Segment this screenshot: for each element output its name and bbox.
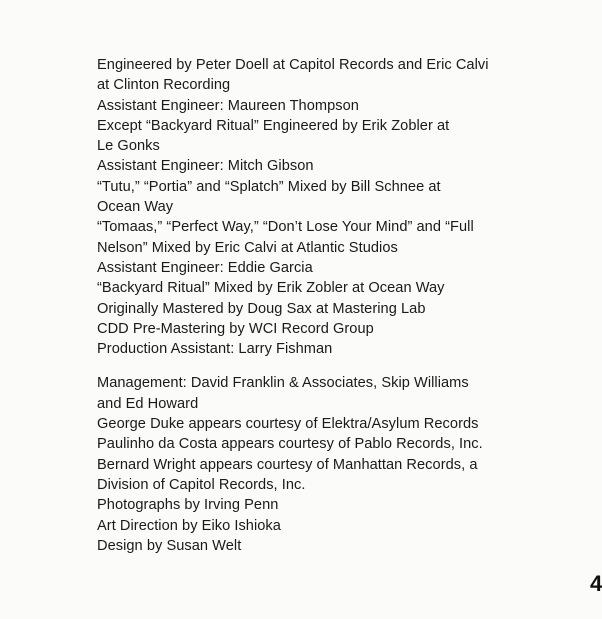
- credit-line: Assistant Engineer: Mitch Gibson: [97, 158, 314, 175]
- credit-line: and Ed Howard: [97, 395, 199, 412]
- credit-line: at Clinton Recording: [97, 77, 231, 94]
- page-number: 4: [590, 571, 602, 596]
- credit-line: Assistant Engineer: Maureen Thompson: [97, 97, 359, 114]
- credit-line: “Tutu,” “Portia” and “Splatch” Mixed by Bill Schnee at: [97, 178, 441, 195]
- credit-line: Management: David Franklin & Associates, Skip Williams: [97, 375, 469, 392]
- credit-line: Nelson” Mixed by Eric Calvi at Atlantic Studios: [97, 239, 398, 256]
- section-divider: [97, 359, 567, 373]
- credit-line: Design by Susan Welt: [97, 537, 242, 554]
- credit-line: Bernard Wright appears courtesy of Manhattan Records, a: [97, 456, 478, 473]
- credit-line: Production Assistant: Larry Fishman: [97, 341, 333, 358]
- credit-line: Art Direction by Eiko Ishioka: [97, 517, 281, 534]
- credits-section-management: [97, 373, 567, 556]
- credit-line: Division of Capitol Records, Inc.: [97, 476, 306, 493]
- credit-line: CDD Pre-Mastering by WCI Record Group: [97, 320, 374, 337]
- credit-line: Ocean Way: [97, 199, 174, 216]
- credit-line: Engineered by Peter Doell at Capitol Records and Eric Calvi: [97, 57, 489, 73]
- credit-line: “Backyard Ritual” Mixed by Erik Zobler at Ocean Way: [97, 280, 445, 297]
- credit-line: Assistant Engineer: Eddie Garcia: [97, 259, 313, 276]
- credit-line: Paulinho da Costa appears courtesy of Pablo Records, Inc.: [97, 436, 483, 453]
- credit-line: George Duke appears courtesy of Elektra/Asylum Records: [97, 416, 479, 433]
- credit-line: Le Gonks: [97, 138, 160, 155]
- credits-section-recording: [97, 55, 567, 359]
- credit-line: “Tomaas,” “Perfect Way,” “Don’t Lose Your Mind” and “Full: [97, 219, 474, 236]
- credit-line: Except “Backyard Ritual” Engineered by Erik Zobler at: [97, 117, 450, 134]
- credit-line: Photographs by Irving Penn: [97, 497, 279, 514]
- credits-block: [97, 55, 567, 556]
- credit-line: Originally Mastered by Doug Sax at Mastering Lab: [97, 300, 426, 317]
